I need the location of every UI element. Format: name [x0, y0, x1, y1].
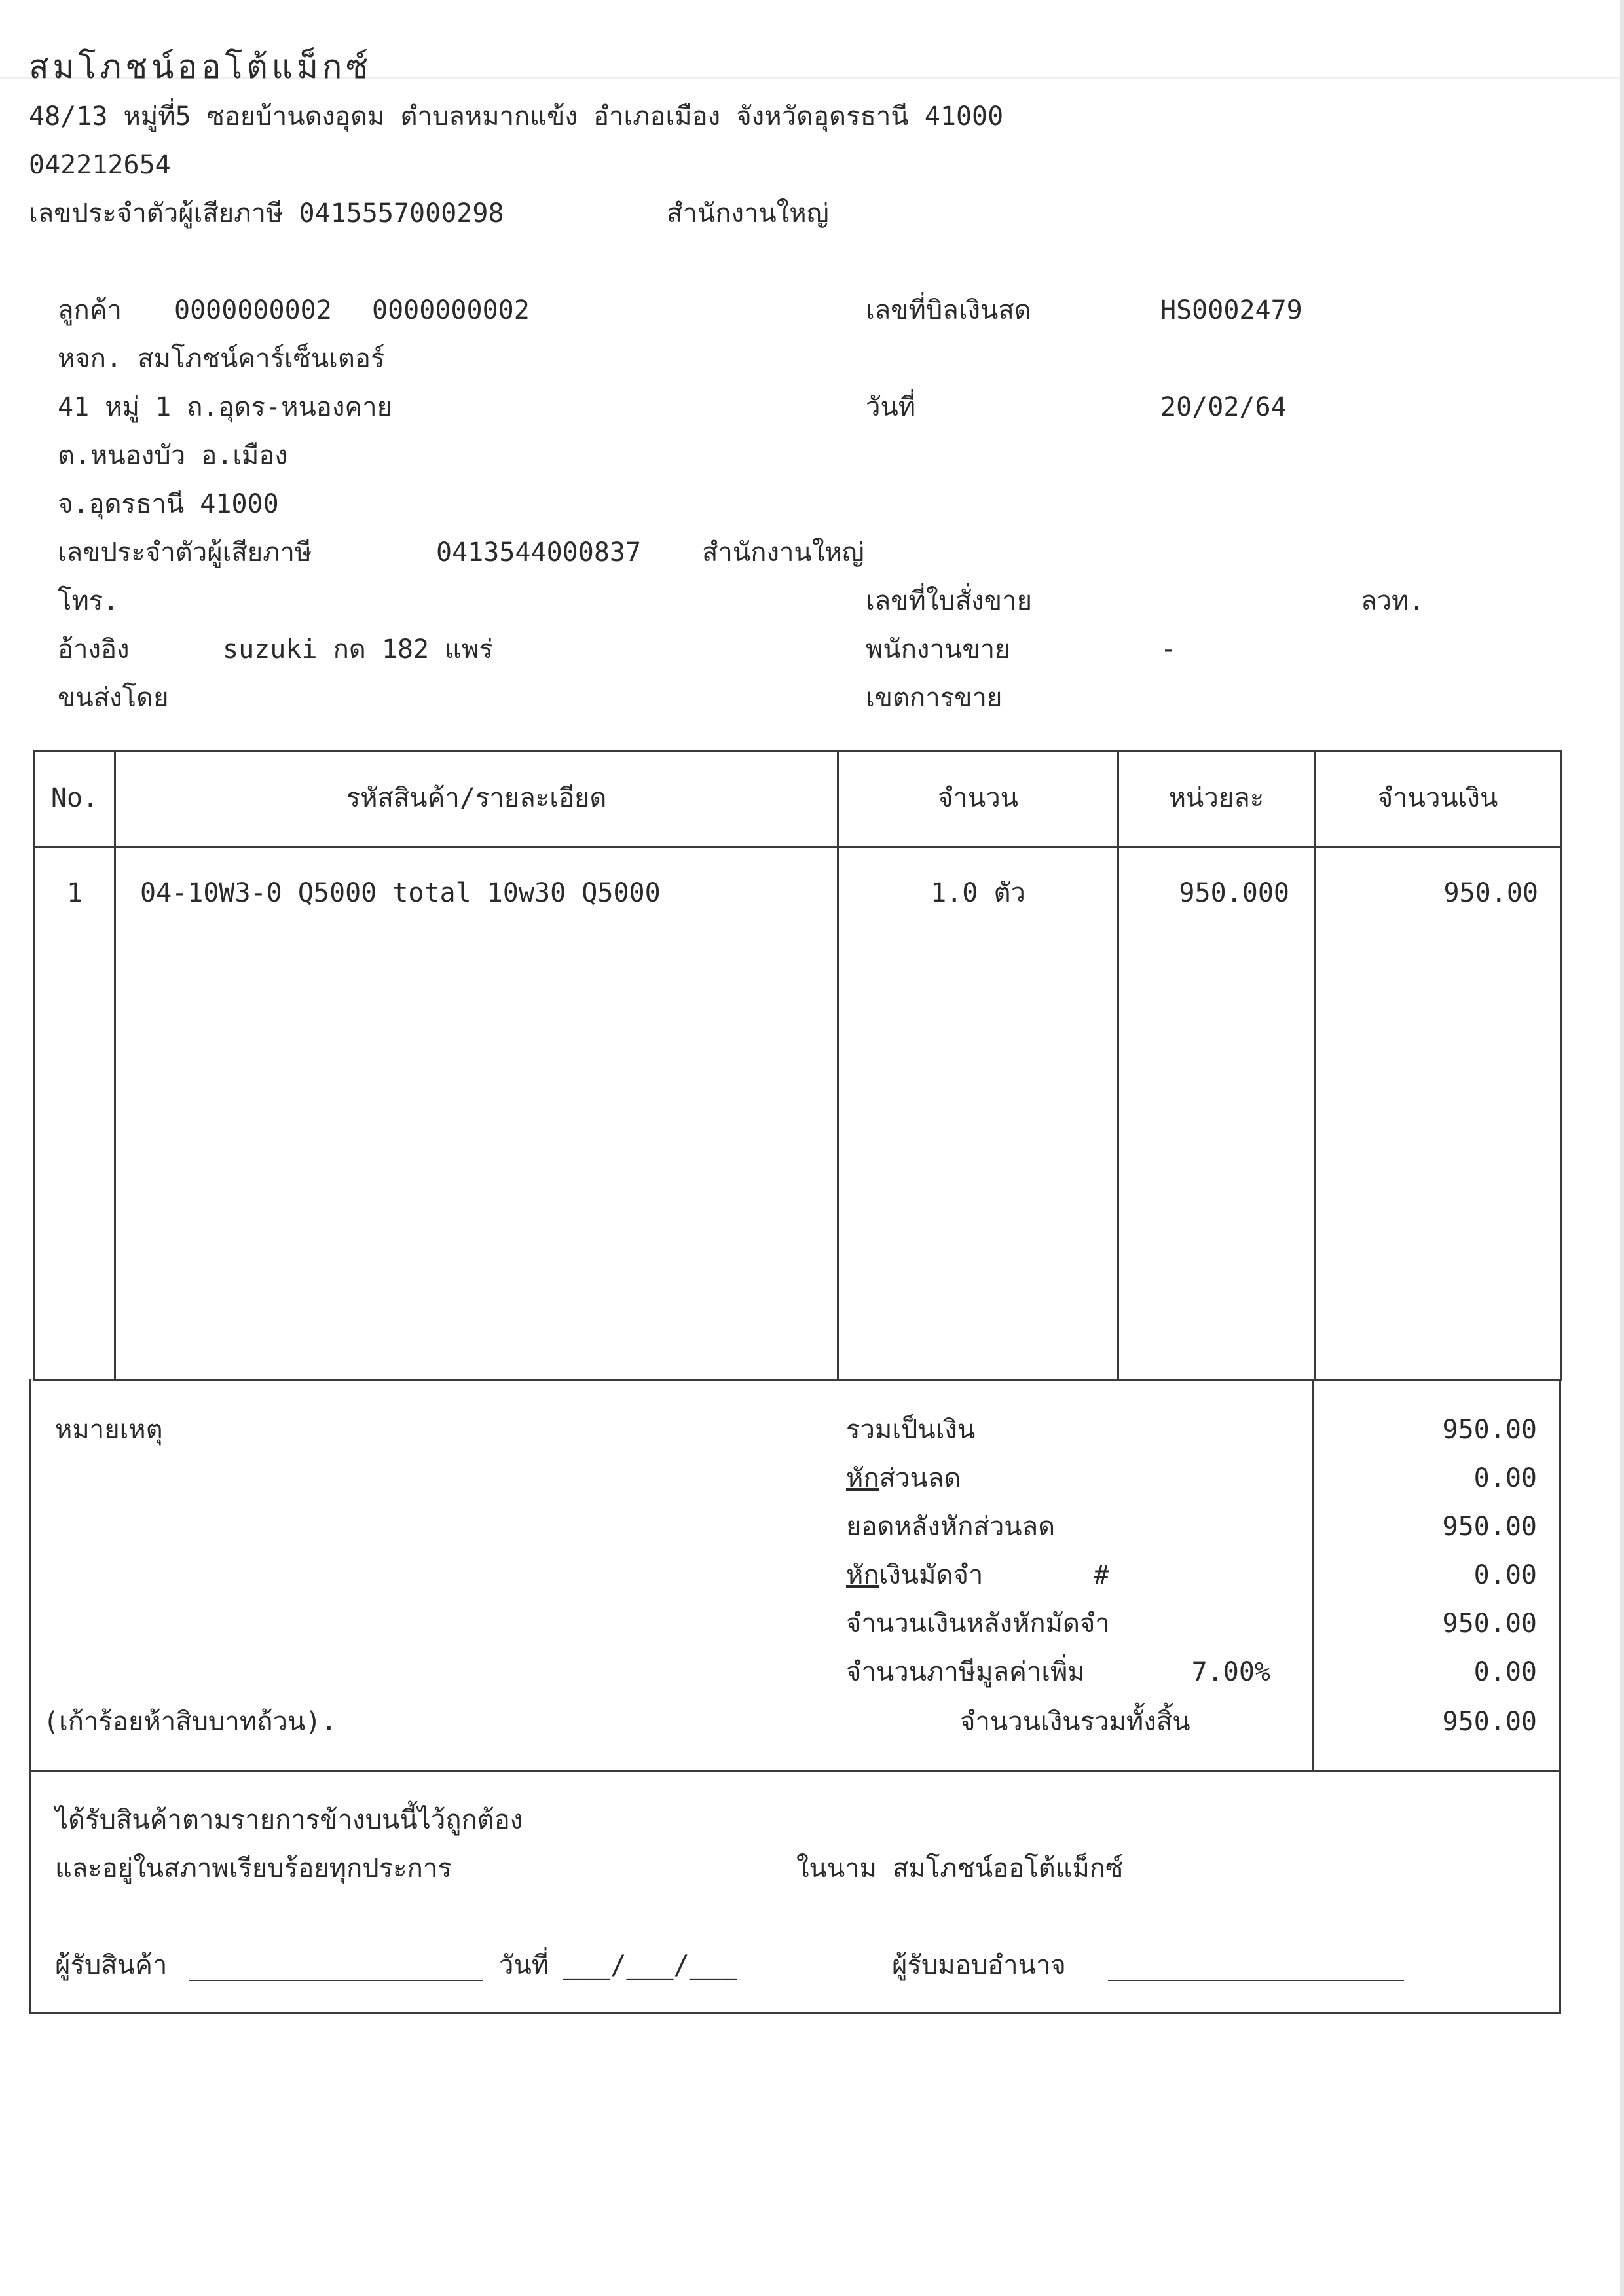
- received-statement-1: ได้รับสินค้าตามรายการข้างบนนี้ไว้ถูกต้อง: [55, 1805, 523, 1835]
- on-behalf-of: ในนาม สมโภชน์ออโต้แม็กซ์: [796, 1853, 1124, 1884]
- after-deposit-value: 950.00: [1442, 1609, 1537, 1639]
- discount-text: ส่วนลด: [879, 1463, 961, 1493]
- reference-label: อ้างอิง: [58, 634, 130, 665]
- receiver-signature-line: [189, 1980, 483, 1981]
- salesperson-value: -: [1160, 634, 1177, 665]
- customer-tax-label: เลขประจำตัวผู้เสียภาษี: [58, 538, 312, 568]
- after-discount-label: ยอดหลังหักส่วนลด: [846, 1512, 1056, 1542]
- company-phone: 042212654: [29, 150, 171, 180]
- row-amount: 950.00: [1443, 878, 1538, 908]
- header-no: No.: [50, 783, 99, 813]
- customer-phone-label: โทร.: [58, 586, 119, 616]
- sales-order-suffix: ลวท.: [1361, 586, 1425, 616]
- after-deposit-label: จำนวนเงินหลังหักมัดจำ: [846, 1609, 1110, 1639]
- receive-date-label: วันที่: [499, 1950, 549, 1980]
- receiver-label: ผู้รับสินค้า: [55, 1950, 168, 1980]
- sales-order-label: เลขที่ใบสั่งขาย: [866, 586, 1033, 616]
- discount-prefix: หัก: [846, 1463, 879, 1493]
- company-address: 48/13 หมู่ที่5 ซอยบ้านดงอุดม ตำบลหมากแข้ง อำเภอเมือง จังหวัดอุดรธานี 41000: [29, 101, 1004, 132]
- company-name: สมโภชน์ออโต้แม็กซ์: [29, 48, 373, 86]
- scan-right-edge: [1620, 0, 1624, 2296]
- deposit-mark: #: [1094, 1560, 1110, 1590]
- header-unit-price: หน่วยละ: [1168, 783, 1264, 813]
- after-discount-value: 950.00: [1442, 1512, 1537, 1542]
- grand-total-value: 950.00: [1442, 1707, 1537, 1737]
- invoice-date-label: วันที่: [866, 392, 916, 422]
- header-quantity: จำนวน: [937, 783, 1019, 813]
- salesperson-label: พนักงานขาย: [866, 634, 1010, 665]
- customer-branch: สำนักงานใหญ่: [702, 538, 864, 568]
- subtotal-value: 950.00: [1442, 1415, 1537, 1445]
- authorized-signature-line: [1108, 1980, 1404, 1981]
- customer-code-2: 0000000002: [372, 295, 530, 325]
- deposit-prefix: หัก: [846, 1560, 879, 1590]
- deposit-value: 0.00: [1473, 1560, 1537, 1590]
- header-amount: จำนวนเงิน: [1377, 783, 1498, 813]
- vat-label: จำนวนภาษีมูลค่าเพิ่ม: [846, 1657, 1085, 1687]
- customer-code-1: 0000000002: [174, 295, 332, 325]
- grand-total-label: จำนวนเงินรวมทั้งสิ้น: [960, 1707, 1190, 1737]
- row-quantity: 1.0 ตัว: [931, 878, 1025, 908]
- remark-label: หมายเหตุ: [55, 1415, 163, 1445]
- customer-label: ลูกค้า: [58, 295, 122, 325]
- authorized-label: ผู้รับมอบอำนาจ: [892, 1950, 1066, 1980]
- sales-area-label: เขตการขาย: [866, 683, 1003, 713]
- reference-value: suzuki กด 182 แพร่: [223, 634, 493, 665]
- deposit-label: [846, 1559, 983, 1591]
- customer-name: หจก. สมโภชน์คาร์เซ็นเตอร์: [58, 344, 385, 374]
- company-branch: สำนักงานใหญ่: [667, 198, 829, 228]
- vat-rate: 7.00%: [1191, 1657, 1270, 1687]
- subtotal-label: รวมเป็นเงิน: [846, 1415, 976, 1445]
- received-statement-2: และอยู่ในสภาพเรียบร้อยทุกประการ: [55, 1853, 452, 1884]
- deposit-text: เงินมัดจำ: [879, 1560, 984, 1590]
- shipping-label: ขนส่งโดย: [58, 683, 169, 713]
- row-unit-price: 950.000: [1179, 878, 1289, 908]
- customer-address-1: 41 หมู่ 1 ถ.อุดร-หนองคาย: [58, 392, 393, 422]
- row-no: 1: [66, 878, 83, 908]
- customer-address-2: ต.หนองบัว อ.เมือง: [58, 441, 287, 471]
- customer-tax-id: 0413544000837: [436, 538, 642, 568]
- amount-in-words: (เก้าร้อยห้าสิบบาทถ้วน).: [43, 1707, 337, 1737]
- bill-number-label: เลขที่บิลเงินสด: [866, 295, 1031, 325]
- customer-address-3: จ.อุดรธานี 41000: [58, 489, 279, 519]
- discount-label: [846, 1463, 961, 1494]
- bill-number: HS0002479: [1160, 295, 1302, 325]
- receive-date-blank: ___/___/___: [563, 1950, 737, 1980]
- header-description: รหัสสินค้า/รายละเอียด: [346, 783, 607, 813]
- invoice-date: 20/02/64: [1160, 392, 1287, 422]
- vat-value: 0.00: [1473, 1657, 1537, 1687]
- row-description: 04-10W3-0 Q5000 total 10w30 Q5000: [140, 878, 661, 908]
- company-tax-id: เลขประจำตัวผู้เสียภาษี 0415557000298: [29, 198, 504, 228]
- discount-value: 0.00: [1473, 1463, 1537, 1493]
